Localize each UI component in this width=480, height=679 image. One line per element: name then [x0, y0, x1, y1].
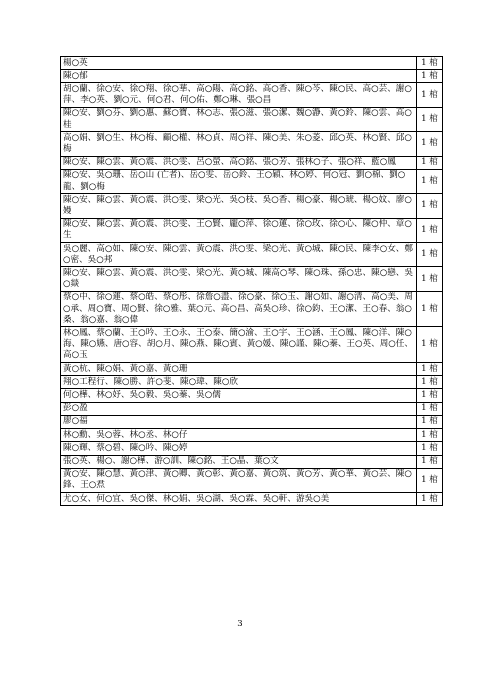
donor-names-cell: 吳○麗、高○如、陳○安、陳○雲、黃○震、洪○雯、梁○光、黃○城、陳○民、陳李○女、鄭○密、吳○邦	[61, 243, 417, 267]
coffin-count-cell: 1 棺	[417, 83, 443, 107]
table-row	[61, 107, 443, 131]
coffin-count-cell: 1 棺	[417, 156, 443, 169]
table-row	[61, 156, 443, 169]
coffin-count-cell: 1 棺	[417, 57, 443, 70]
table-row	[61, 455, 443, 468]
coffin-count-cell: 1 棺	[417, 376, 443, 389]
donor-names-cell: 陳○安、吳○珊、岳○山 (亡者)、岳○雯、岳○鈴、王○穎、林○婷、何○冠、劉○棉、劉○龍、劉○梅	[61, 169, 417, 193]
donor-names-cell: 林○勳、吳○蓉、林○丞、林○仔	[61, 429, 417, 442]
donor-names-cell: 高○娟、劉○生、林○梅、顧○權、林○貞、周○祥、陳○美、朱○菱、邱○英、林○賢、邱○梅	[61, 132, 417, 156]
table-row	[61, 429, 443, 442]
page-number: 3	[237, 619, 243, 629]
table-row	[61, 267, 443, 291]
coffin-count-cell: 1 棺	[417, 468, 443, 492]
coffin-count-cell: 1 棺	[417, 429, 443, 442]
donor-names-cell: 陳○安、陳○雲、黃○震、洪○雯、梁○光、黃○城、陳高○琴、陳○珠、孫○忠、陳○戀、吳○燚	[61, 267, 417, 291]
table-row	[61, 83, 443, 107]
donor-names-cell: 黃○安、陳○慧、黃○津、黃○卿、黃○彰、黃○嘉、黃○筑、黃○芳、黃○華、黃○芸、陳○鋒、王○焄	[61, 468, 417, 492]
donor-names-cell: 蔡○中、徐○蓮、蔡○皓、蔡○彤、徐詹○盡、徐○豪、徐○玉、謝○如、謝○清、高○美、周○承、周○寶、周○賢、徐○雅、葉○元、高○昌、高吳○珍、徐○鈞、王○潔、王○春、翁○桑、翁○嘉、翁○偉	[61, 291, 417, 327]
donor-names-cell: 張○英、楊○、謝○樺、游○訓、陳○銘、王○晶、葉○文	[61, 455, 417, 468]
coffin-count-cell: 1 棺	[417, 243, 443, 267]
donor-names-cell: 陳○安、陳○雲、黃○震、洪○雯、呂○螢、高○銘、張○芳、張林○子、張○祥、藍○鳳	[61, 156, 417, 169]
coffin-count-cell: 1 棺	[417, 327, 443, 363]
donor-names-cell: 翔○工程行、陳○勝、許○斐、陳○瑋、陳○欣	[61, 376, 417, 389]
donor-names-cell: 陳○安、陳○雲、黃○震、洪○雯、王○賢、龐○萍、徐○蓮、徐○玫、徐○心、陳○仲、章○生	[61, 218, 417, 242]
donor-names-cell: 廖○福	[61, 415, 417, 428]
donor-names-cell: 陳○輝、蔡○碧、陳○吟、陳○婷	[61, 442, 417, 455]
table-row	[61, 327, 443, 363]
donor-names-cell: 楊○英	[61, 57, 417, 70]
coffin-count-cell: 1 棺	[417, 402, 443, 415]
table-row	[61, 402, 443, 415]
table-row	[61, 169, 443, 193]
table-row	[61, 442, 443, 455]
table-row	[61, 243, 443, 267]
table-row	[61, 57, 443, 70]
coffin-count-cell: 1 棺	[417, 169, 443, 193]
coffin-count-cell: 1 棺	[417, 132, 443, 156]
table-row	[61, 415, 443, 428]
coffin-count-cell: 1 棺	[417, 107, 443, 131]
donor-table	[60, 56, 443, 506]
table-row	[61, 70, 443, 83]
table-row	[61, 194, 443, 218]
coffin-count-cell: 1 棺	[417, 291, 443, 327]
coffin-count-cell: 1 棺	[417, 363, 443, 376]
coffin-count-cell: 1 棺	[417, 415, 443, 428]
coffin-count-cell: 1 棺	[417, 455, 443, 468]
donor-names-cell: 陳○安、陳○雲、黃○震、洪○雯、梁○光、吳○枝、吳○香、楊○豪、楊○琥、楊○妏、廖○嫚	[61, 194, 417, 218]
table-row	[61, 363, 443, 376]
table-row	[61, 493, 443, 506]
donor-names-cell: 尤○女、何○宜、吳○傑、林○娟、吳○湖、吳○霖、吳○軒、游吳○美	[61, 493, 417, 506]
donor-names-cell: 彭○盈	[61, 402, 417, 415]
donor-names-cell: 林○鳳、蔡○蘭、王○吟、王○永、王○泰、簡○渝、王○宇、王○涵、王○鳳、陳○洋、陳○海、陳○嬿、唐○容、胡○月、陳○燕、陳○賓、黃○媛、陳○謹、陳○蓁、王○英、周○任、高○玉	[61, 327, 417, 363]
coffin-count-cell: 1 棺	[417, 389, 443, 402]
table-row	[61, 291, 443, 327]
table-row	[61, 376, 443, 389]
donor-names-cell: 黃○杭、陳○娟、黃○嘉、黃○珊	[61, 363, 417, 376]
donor-names-cell: 胡○蘭、徐○安、徐○翔、徐○華、高○陽、高○銘、高○香、陳○芩、陳○民、高○芸、謝○萍、李○英、劉○元、何○君、何○佑、鄭○琳、張○昌	[61, 83, 417, 107]
coffin-count-cell: 1 棺	[417, 493, 443, 506]
table-row	[61, 468, 443, 492]
coffin-count-cell: 1 棺	[417, 194, 443, 218]
coffin-count-cell: 1 棺	[417, 218, 443, 242]
donor-table-body	[61, 57, 443, 506]
coffin-count-cell: 1 棺	[417, 267, 443, 291]
coffin-count-cell: 1 棺	[417, 70, 443, 83]
donor-names-cell: 陳○安、劉○芬、劉○惠、蘇○寶、林○志、張○滋、張○潔、魏○瀞、黃○鈴、陳○雲、高○桂	[61, 107, 417, 131]
table-row	[61, 389, 443, 402]
table-row	[61, 132, 443, 156]
donor-names-cell: 何○樺、林○妤、吳○毅、吳○蓁、吳○儒	[61, 389, 417, 402]
donor-names-cell: 陳○郁	[61, 70, 417, 83]
coffin-count-cell: 1 棺	[417, 442, 443, 455]
table-row	[61, 218, 443, 242]
